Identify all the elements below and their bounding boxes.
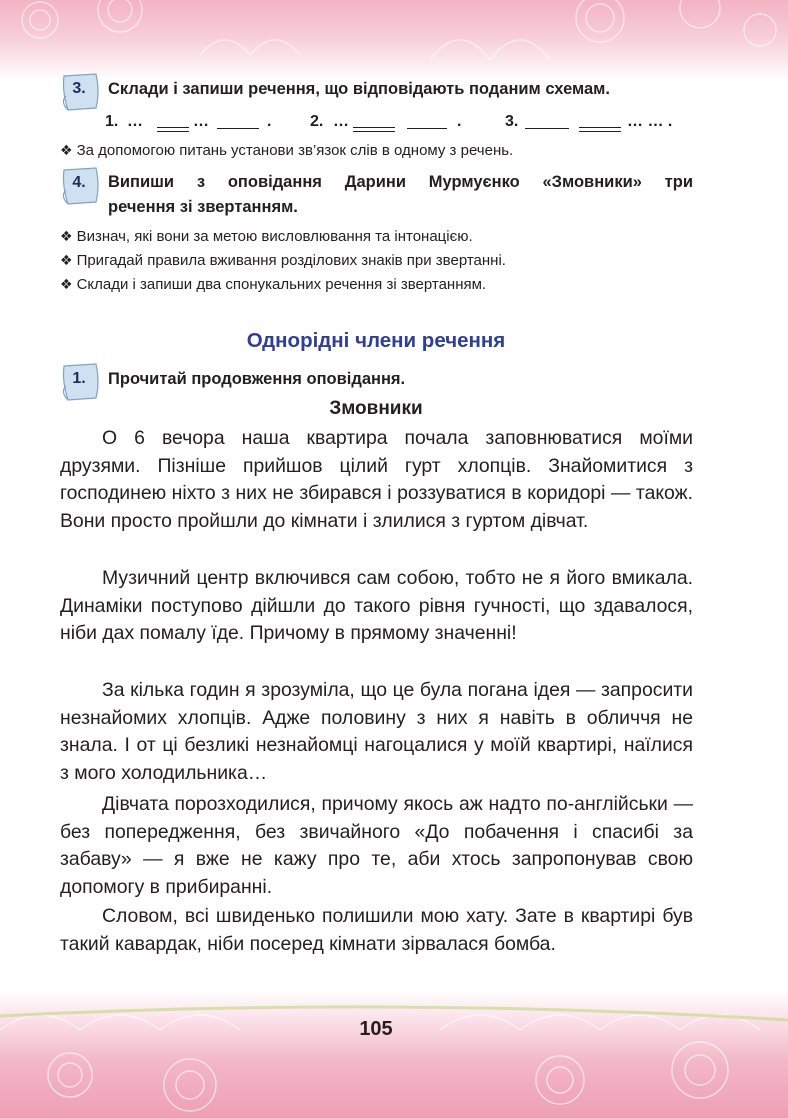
diamond-bullet-icon: ❖ (60, 276, 73, 292)
lace-ornament-top (0, 0, 788, 80)
top-decorative-band (0, 0, 788, 80)
bullet-item (60, 142, 513, 159)
bullet-item (60, 276, 486, 293)
task-number: 3. (72, 80, 86, 97)
scheme-double-underline (579, 131, 621, 132)
scheme-single-underline (217, 128, 259, 129)
page-number: 105 (359, 1018, 393, 1040)
scheme-2-end: . (457, 113, 462, 130)
scheme-3-end: … … . (627, 113, 673, 130)
task-1-title: Прочитай продовження оповідання. (108, 370, 406, 388)
task-1-badge (60, 362, 100, 400)
story-title: Змовники (329, 398, 423, 419)
scheme-1-dots-a: … (127, 113, 143, 130)
task-4-title-line-1: Випиши з оповідання Дарини Мурмуєнко «Змовники» три (108, 173, 693, 191)
scheme-double-underline (579, 127, 621, 128)
bullet-item (60, 228, 473, 245)
task-3-title: Склади і запиши речення, що відповідають поданим схемам. (108, 80, 610, 98)
bullet-text: За допомогою питань установи зв’язок слів в одному з речень. (76, 142, 514, 159)
sentence-schemes (105, 113, 705, 133)
task-4-title-line-2: речення зі звертанням. (108, 198, 298, 216)
bullet-item (60, 252, 506, 269)
scheme-3-label: 3. (505, 113, 519, 130)
task-number: 1. (72, 370, 86, 387)
bottom-decorative-band (0, 990, 788, 1118)
scheme-2-label: 2. (310, 113, 324, 130)
task-3-badge (60, 72, 100, 110)
scheme-double-underline (353, 131, 395, 132)
diamond-bullet-icon: ❖ (60, 252, 73, 268)
task-number: 4. (72, 174, 86, 191)
lace-ornament-bottom (0, 990, 788, 1118)
scheme-double-underline (353, 127, 395, 128)
bullet-text: Склади і запиши два спонукальних речення зі звертанням. (76, 276, 487, 293)
scheme-1-dots-b: … (193, 113, 209, 130)
scheme-1-end: . (267, 113, 272, 130)
paragraph: Дівчата порозходилися, причому якось аж надто по-англійськи — без попередження, без звичайного «До побачення і спасибі за забаву» — я вже не кажу про те, аби хтось запропонував свою допомогу в прибиранні. (60, 793, 693, 898)
scheme-single-underline (407, 128, 447, 129)
section-title: Однорідні члени речення (246, 329, 506, 352)
paragraph: За кілька годин я зрозуміла, що це була погана ідея — запросити незнайомих хлопців. Адже половину з них я навіть в обличчя не знала. І от ці безликі незнайомці нагоцалися у моїй квартирі, наїлися з мого холодильника… (60, 679, 693, 784)
diamond-bullet-icon: ❖ (60, 228, 73, 244)
scheme-double-underline (157, 127, 189, 128)
diamond-bullet-icon: ❖ (60, 142, 73, 158)
scheme-single-underline (525, 128, 569, 129)
scheme-double-underline (157, 131, 189, 132)
bullet-text: Пригадай правила вживання розділових знаків при звертанні. (76, 252, 506, 269)
paragraph: О 6 вечора наша квартира почала заповнюватися моїми друзями. Пізніше прийшов цілий гурт хлопців. Знайомитися з господинею ніхто з них не збирався і роззуватися в коридорі — також. Вони просто пройшли до кімнати і злилися з гуртом дівчат. (60, 427, 693, 532)
scheme-2-dots: … (333, 113, 349, 130)
paragraph: Музичний центр включився сам собою, тобто не я його вмикала. Динаміки поступово дійшли до такого рівня гучності, що здавалося, ніби дах помалу їде. Причому в прямому значенні! (60, 567, 693, 644)
bullet-text: Визнач, які вони за метою висловлювання та інтонацією. (76, 228, 473, 245)
scheme-1-label: 1. (105, 113, 119, 130)
task-4-badge (60, 166, 100, 204)
paragraph: Словом, всі швиденько полишили мою хату. Зате в квартирі був такий кавардак, ніби посеред кімнати зірвалася бомба. (60, 905, 693, 955)
